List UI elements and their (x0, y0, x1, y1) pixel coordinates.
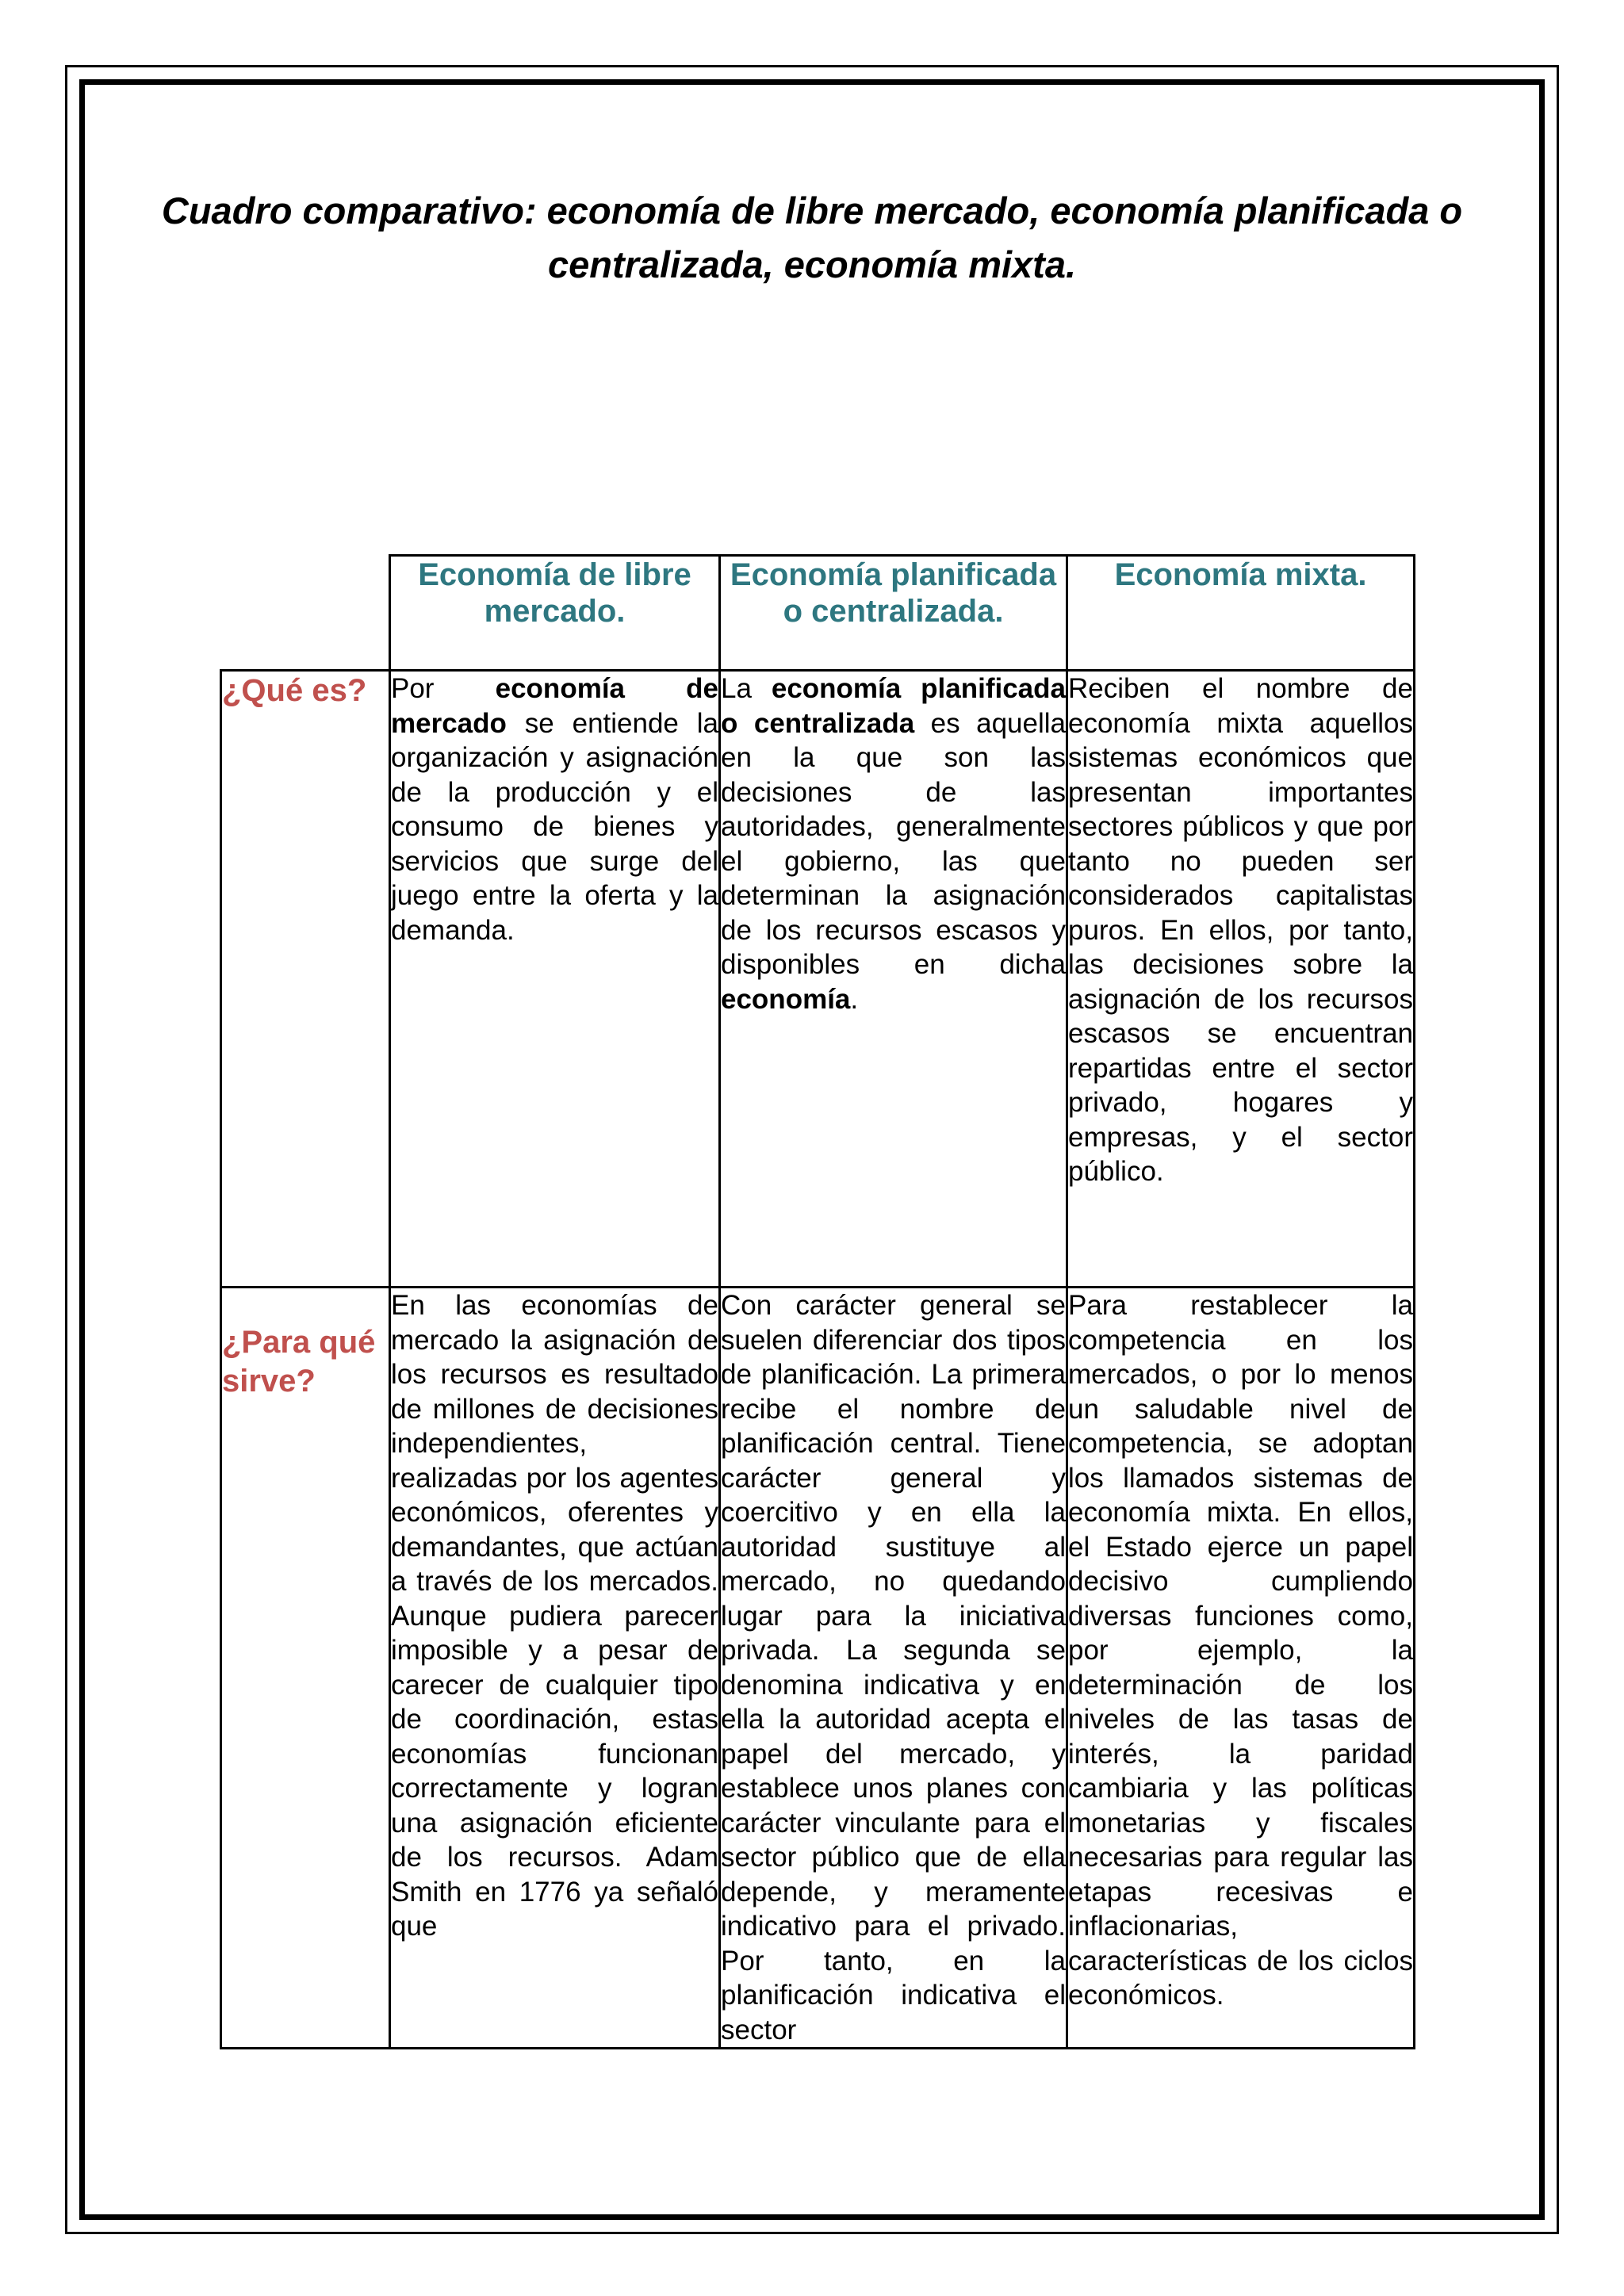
comparison-table (220, 554, 1415, 2049)
cell-text-pre: La (721, 673, 772, 704)
row-header-cell-para-que-sirve (221, 1288, 390, 2049)
cell-text-end: . (850, 983, 859, 1015)
table-row-que-es (221, 671, 1415, 1288)
cell-libre-para-que-sirve: En las economías de mercado la asignación de los recursos es resultado de millones de decisiones independientes, realizadas por los agentes económicos, oferentes y demandantes, que actúan a través de los mercados. Aunque pudiera parecer imposible y a pesar de carecer de cualquier tipo de coordinación, estas economías funcionan correctamente y logran una asignación eficiente de los recursos. Adam Smith en 1776 ya señaló que (390, 1288, 720, 2049)
cell-text: se entiende la organización y asignación de la producción y el consumo de bienes y servicios que surge del juego entre la oferta y la demanda. (391, 707, 718, 946)
column-header-mixta: Economía mixta. (1067, 556, 1415, 671)
cell-text-bold: economía de mercado (391, 673, 718, 739)
table-row-para-que-sirve (221, 1288, 1415, 2049)
row-header-cell-que-es (221, 671, 390, 1288)
cell-mixta-para-que-sirve: Para restablecer la competencia en los mercados, o por lo menos un saludable nivel de competencia, se adoptan los llamados sistemas de economía mixta. En ellos, el Estado ejerce un papel decisivo cumpliendo diversas funciones como, por ejemplo, la determinación de los niveles de las tasas de interés, la paridad cambiaria y las políticas monetarias y fiscales necesarias para regular las etapas recesivas e inflacionarias, características de los ciclos económicos. (1067, 1288, 1415, 2049)
column-header-planificada: Economía planificada o centralizada. (720, 556, 1067, 671)
row-header-que-es: ¿Qué es? (222, 673, 367, 708)
table-corner-cell (221, 556, 390, 671)
cell-planificada-para-que-sirve: Con carácter general se suelen diferenciar dos tipos de planificación. La primera recibe el nombre de planificación central. Tiene carácter general y coercitivo y en ella la autoridad sustituye al mercado, no quedando lugar para la iniciativa privada. La segunda se denomina indicativa y en ella la autoridad acepta el papel del mercado, y establece unos planes con carácter vinculante para el sector público que de ella depende, y meramente indicativo para el privado. Por tanto, en la planificación indicativa el sector (720, 1288, 1067, 2049)
column-header-libre-mercado: Economía de libre mercado. (390, 556, 720, 671)
cell-text: es aquella en la que son las decisiones de las autoridades, generalmente el gobierno, las que determinan la asignación de los recursos escasos y disponibles en dicha (721, 707, 1067, 980)
table-header-row (221, 556, 1415, 671)
cell-text-pre: Por (391, 673, 496, 704)
cell-text-bold: economía (721, 983, 851, 1015)
row-header-para-que-sirve: ¿Para qué sirve? (222, 1325, 376, 1399)
cell-libre-que-es (390, 671, 720, 1288)
cell-text-bold: economía planificada o centralizada (721, 673, 1066, 739)
page-title: Cuadro comparativo: economía de libre mercado, economía planificada o centralizada, economía mixta. (161, 189, 1463, 285)
cell-planificada-que-es (720, 671, 1067, 1288)
cell-mixta-que-es: Reciben el nombre de economía mixta aquellos sistemas económicos que presentan importantes sectores públicos y que por tanto no pueden ser considerados capitalistas puros. En ellos, por tanto, las decisiones sobre la asignación de los recursos escasos se encuentran repartidas entre el sector privado, hogares y empresas, y el sector público. (1067, 671, 1415, 1288)
